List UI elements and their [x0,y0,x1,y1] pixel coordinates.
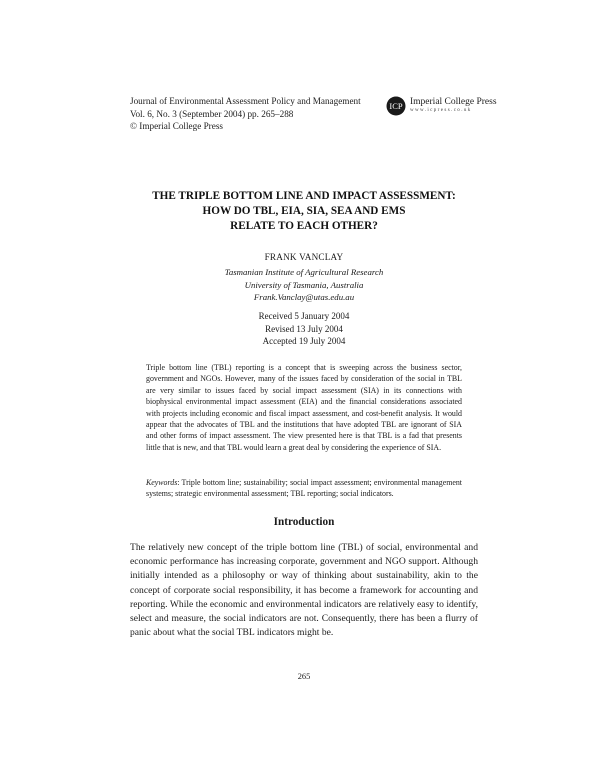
author-affiliation [130,266,478,304]
journal-volume: Vol. 6, No. 3 (September 2004) pp. 265–288 [130,108,294,119]
section-heading: Introduction [273,516,335,528]
paper-title [130,189,478,234]
date-accepted: Accepted 19 July 2004 [262,336,346,346]
date-received: Received 5 January 2004 [258,311,350,321]
publisher-name: Imperial College Press [410,97,497,107]
affiliation-institute: Tasmanian Institute of Agricultural Research [224,267,384,277]
affiliation-university: University of Tasmania, Australia [244,279,364,290]
abstract: Triple bottom line (TBL) reporting is a concept that is sweeping across the business sector, government and NGOs. However, many of the issues faced by consideration of the social in TBL are very similar to issues faced by social impact assessment (SIA) in its connections with biophysical environmental impact assessment (EIA) and the financial considerations associated with projects including economic and fiscal impact assessment, and cost-benefit analysis. It would appear that the advocates of TBL and the institutions that have adopted TBL are ignorant of SIA and other forms of impact assessment. The view presented here is that TBL is a fad that presents little that is new, and that TBL would learn a great deal by considering the experience of SIA. [146,363,462,452]
journal-name: Journal of Environmental Assessment Policy and Management [130,96,361,106]
icp-logo-text: ICP [389,101,403,112]
body-paragraph: The relatively new concept of the triple bottom line (TBL) of social, environmental and economic performance has increasing corporate, government and NGO support. Although initially intended as a philosophy or way of thinking about sustainability, akin to the concept of corporate social responsibility, it has become a framework for accounting and reporting. While the economic and environmental indicators are relatively easy to identify, select and measure, the social indicators are not. Consequently, there has been a flurry of panic about what the social TBL indicators might be. [130,542,478,639]
keywords-text: : Triple bottom line; sustainability; social impact assessment; environmental management systems; strategic environmental assessment; TBL reporting; social indicators. [146,478,462,499]
keywords [146,477,462,500]
publisher-tagline: www.icpress.co.uk [410,108,472,113]
author-email: Frank.Vanclay@utas.edu.au [253,292,355,302]
author-name: FRANK VANCLAY [264,252,344,262]
title-line-3: RELATE TO EACH OTHER? [230,220,378,232]
icp-logo-icon [386,96,408,116]
journal-header [130,95,361,133]
keywords-label: Keywords [146,478,178,487]
date-revised: Revised 13 July 2004 [265,323,343,334]
page-number: 265 [297,672,311,681]
publisher-logo [386,96,497,118]
title-line-1: THE TRIPLE BOTTOM LINE AND IMPACT ASSESSMENT: [152,190,456,202]
journal-copyright: © Imperial College Press [130,121,223,131]
title-line-2: HOW DO TBL, EIA, SIA, SEA AND EMS [202,205,406,217]
submission-dates [130,310,478,348]
